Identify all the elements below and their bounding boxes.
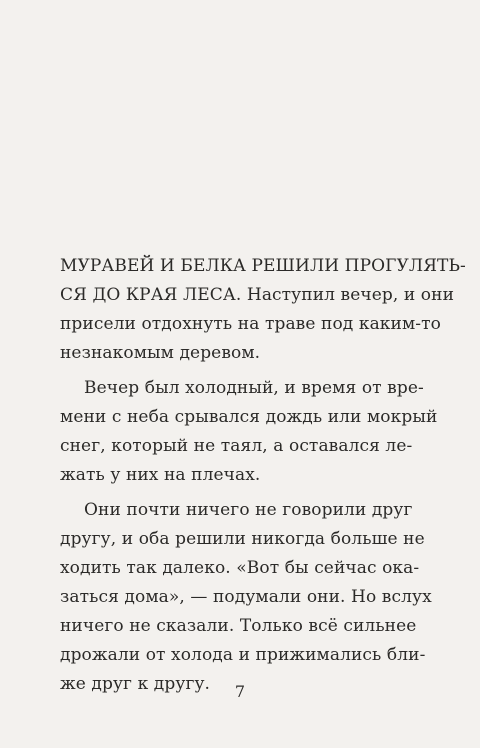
page-number: 7 bbox=[234, 682, 246, 701]
text-line: же друг к другу. bbox=[60, 674, 211, 694]
text-line: жать у них на плечах. bbox=[60, 465, 261, 485]
paragraph-3 bbox=[60, 496, 432, 699]
text-line: заться дома», — подумали они. Но вслух bbox=[60, 587, 432, 607]
text-line: Вечер был холодный, и время от вре- bbox=[84, 378, 424, 398]
text-line: мени с неба срывался дождь или мокрый bbox=[60, 407, 438, 427]
story-text bbox=[60, 252, 466, 699]
text-line: ничего не сказали. Только всё сильнее bbox=[60, 616, 417, 636]
text-line: другу, и оба решили никогда больше не bbox=[60, 529, 425, 549]
text-line: Они почти ничего не говорили друг bbox=[84, 500, 413, 520]
text-line: снег, который не таял, а оставался ле- bbox=[60, 436, 413, 456]
paragraph-2 bbox=[60, 374, 438, 490]
text-line: незнакомым деревом. bbox=[60, 343, 261, 363]
text-line: СЯ ДО КРАЯ ЛЕСА. Наступил вечер, и они bbox=[60, 285, 454, 305]
text-line: дрожали от холода и прижимались бли- bbox=[60, 645, 426, 665]
text-line: МУРАВЕЙ И БЕЛКА РЕШИЛИ ПРОГУЛЯТЬ- bbox=[60, 256, 466, 276]
paragraph-1 bbox=[60, 252, 466, 368]
text-line: присели отдохнуть на траве под каким-то bbox=[60, 314, 441, 334]
text-line: ходить так далеко. «Вот бы сейчас ока- bbox=[60, 558, 420, 578]
